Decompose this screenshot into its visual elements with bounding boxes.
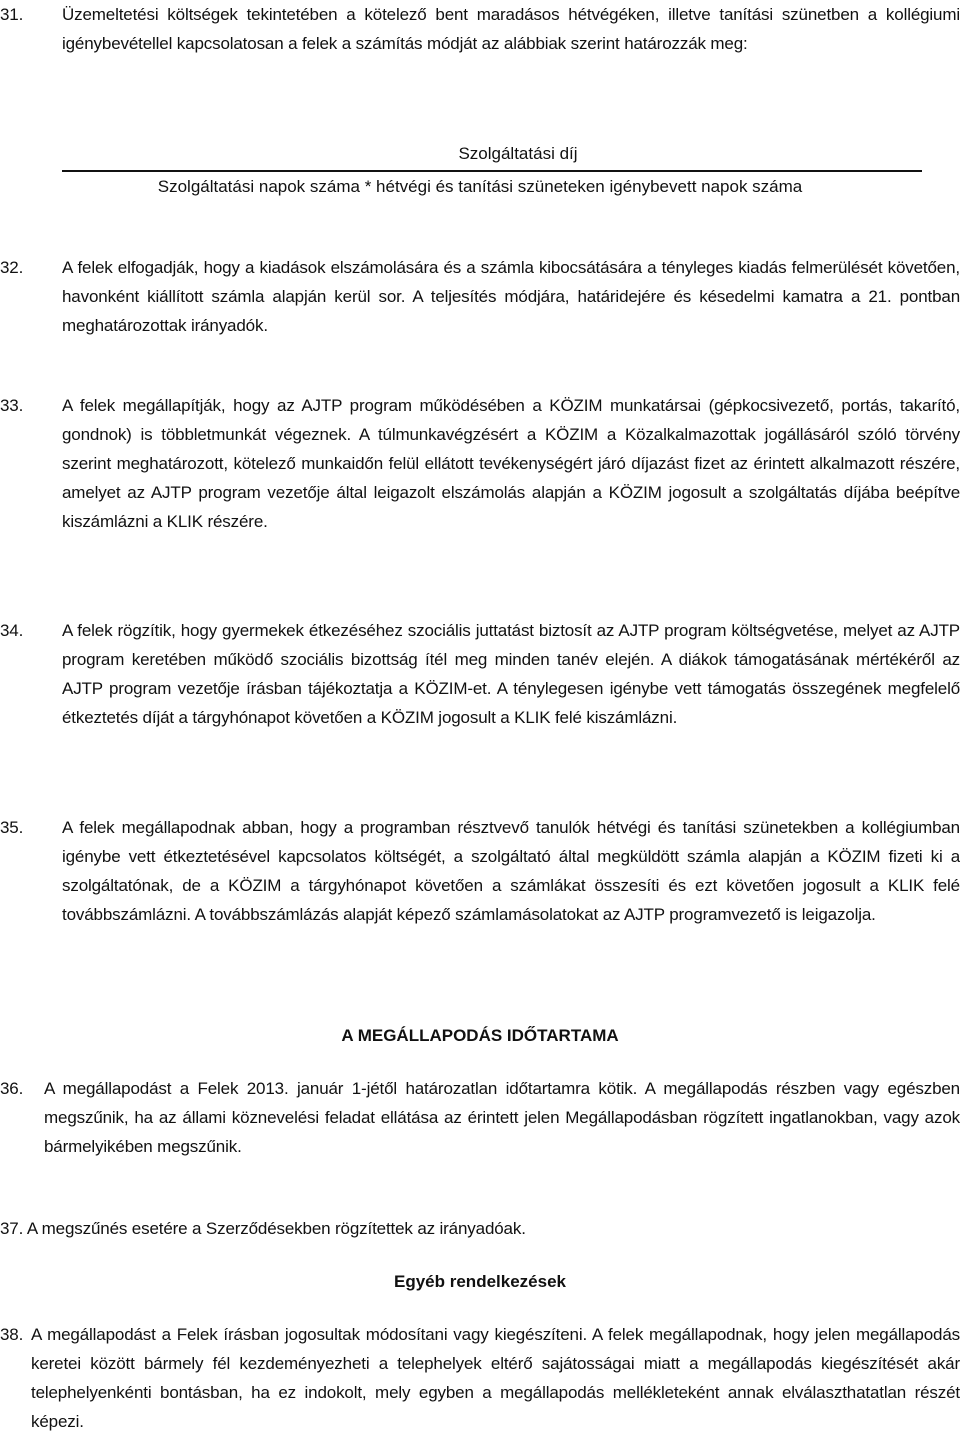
section-text: A megállapodást a Felek írásban jogosultak módosítani vagy kiegészíteni. A felek megállapodnak, hogy jelen megállapodás keretei között bármely fél kezdeményezheti a telephelyek eltérő sajátosságai miatt a megállapodás kiegészítését akár telephelyenkénti bontásban, ha ez indokolt, mely egyben a megállapodás mellékleteként annak elválaszthatatlan részét képezi. bbox=[31, 1325, 960, 1431]
heading-other-provisions: Egyéb rendelkezések bbox=[394, 1272, 566, 1291]
section-text: A felek elfogadják, hogy a kiadások elszámolására és a számla kibocsátására a tényleges kiadás felmerülését követően, havonként kiállított számla alapján kerül sor. A teljesítés módjára, határidejére és késedelmi kamatra a 21. pontban meghatározottak irányadók. bbox=[62, 258, 960, 335]
section-text: Üzemeltetési költségek tekintetében a kötelező bent maradásos hétvégéken, illetve tanítási szünetben a kollégiumi igénybevétellel kapcsolatosan a felek a számítás módját az alábbiak szerint határozzák meg: bbox=[62, 5, 960, 53]
section-number: 38. bbox=[0, 1325, 24, 1344]
section-number: 36. bbox=[0, 1079, 24, 1098]
section-number: 31. bbox=[0, 5, 24, 24]
section-38 bbox=[0, 1320, 960, 1436]
section-31 bbox=[0, 0, 960, 58]
section-37 bbox=[0, 1214, 960, 1243]
section-32 bbox=[0, 253, 960, 340]
formula-denominator: Szolgáltatási napok száma * hétvégi és tanítási szüneteken igénybevett napok száma bbox=[157, 177, 803, 196]
section-number: 34. bbox=[0, 621, 24, 640]
section-number: 35. bbox=[0, 818, 24, 837]
section-35 bbox=[0, 813, 960, 929]
section-text: A megszűnés esetére a Szerződésekben rögzítettek az irányadóak. bbox=[26, 1219, 526, 1238]
section-33 bbox=[0, 391, 960, 536]
section-number: 32. bbox=[0, 258, 24, 277]
section-text: A megállapodást a Felek 2013. január 1-jétől határozatlan időtartamra kötik. A megállapodás részben vagy egészben megszűnik, ha az állami köznevelési feladat ellátása az érintett jelen Megállapodásban rögzített ingatlanokban, vagy azok bármelyikében megszűnik. bbox=[44, 1079, 960, 1156]
section-34 bbox=[0, 616, 960, 732]
section-text: A felek rögzítik, hogy gyermekek étkezéséhez szociális juttatást biztosít az AJTP program költségvetése, melyet az AJTP program keretében működő szociális bizottság ítél meg minden tanév elején. A diákok támogatásának mértékéről az AJTP program vezetője írásban tájékoztatja a KÖZIM-et. A ténylegesen igénybe vett támogatás összegének megfelelő étkeztetés díját a tárgyhónapot követően a KÖZIM jogosult a KLIK felé kiszámlázni. bbox=[62, 621, 960, 727]
section-number: 33. bbox=[0, 396, 24, 415]
section-text: A felek megállapodnak abban, hogy a programban résztvevő tanulók hétvégi és tanítási szünetekben a kollégiumban igénybe vett étkeztetésével kapcsolatos költségét, a szolgáltató által megküldött számla alapján a KÖZIM fizeti ki a szolgáltatónak, de a KÖZIM a tárgyhónapot követően a számlákat összesíti és ezt követően jogosult a KLIK felé továbbszámlázni. A továbbszámlázás alapját képező számlamásolatokat az AJTP programvezető is leigazolja. bbox=[62, 818, 960, 924]
heading-duration: A MEGÁLLAPODÁS IDŐTARTAMA bbox=[341, 1026, 619, 1045]
formula-numerator: Szolgáltatási díj bbox=[458, 144, 578, 163]
section-text: A felek megállapítják, hogy az AJTP program működésében a KÖZIM munkatársai (gépkocsivezető, portás, takarító, gondnok) is többletmunkát végeznek. A túlmunkavégzésért a KÖZIM a Közalkalmazottak jogállásáról szóló törvény szerint meghatározott, kötelező munkaidőn felül ellátott tevékenységért járó díjazást fizet az érintett alkalmazott részére, amelyet az AJTP program vezetője által leigazolt elszámolás alapján a KÖZIM jogosult a szolgáltatás díjába beépítve kiszámlázni a KLIK részére. bbox=[62, 396, 960, 531]
section-number: 37. bbox=[0, 1219, 24, 1238]
section-36 bbox=[0, 1074, 960, 1161]
